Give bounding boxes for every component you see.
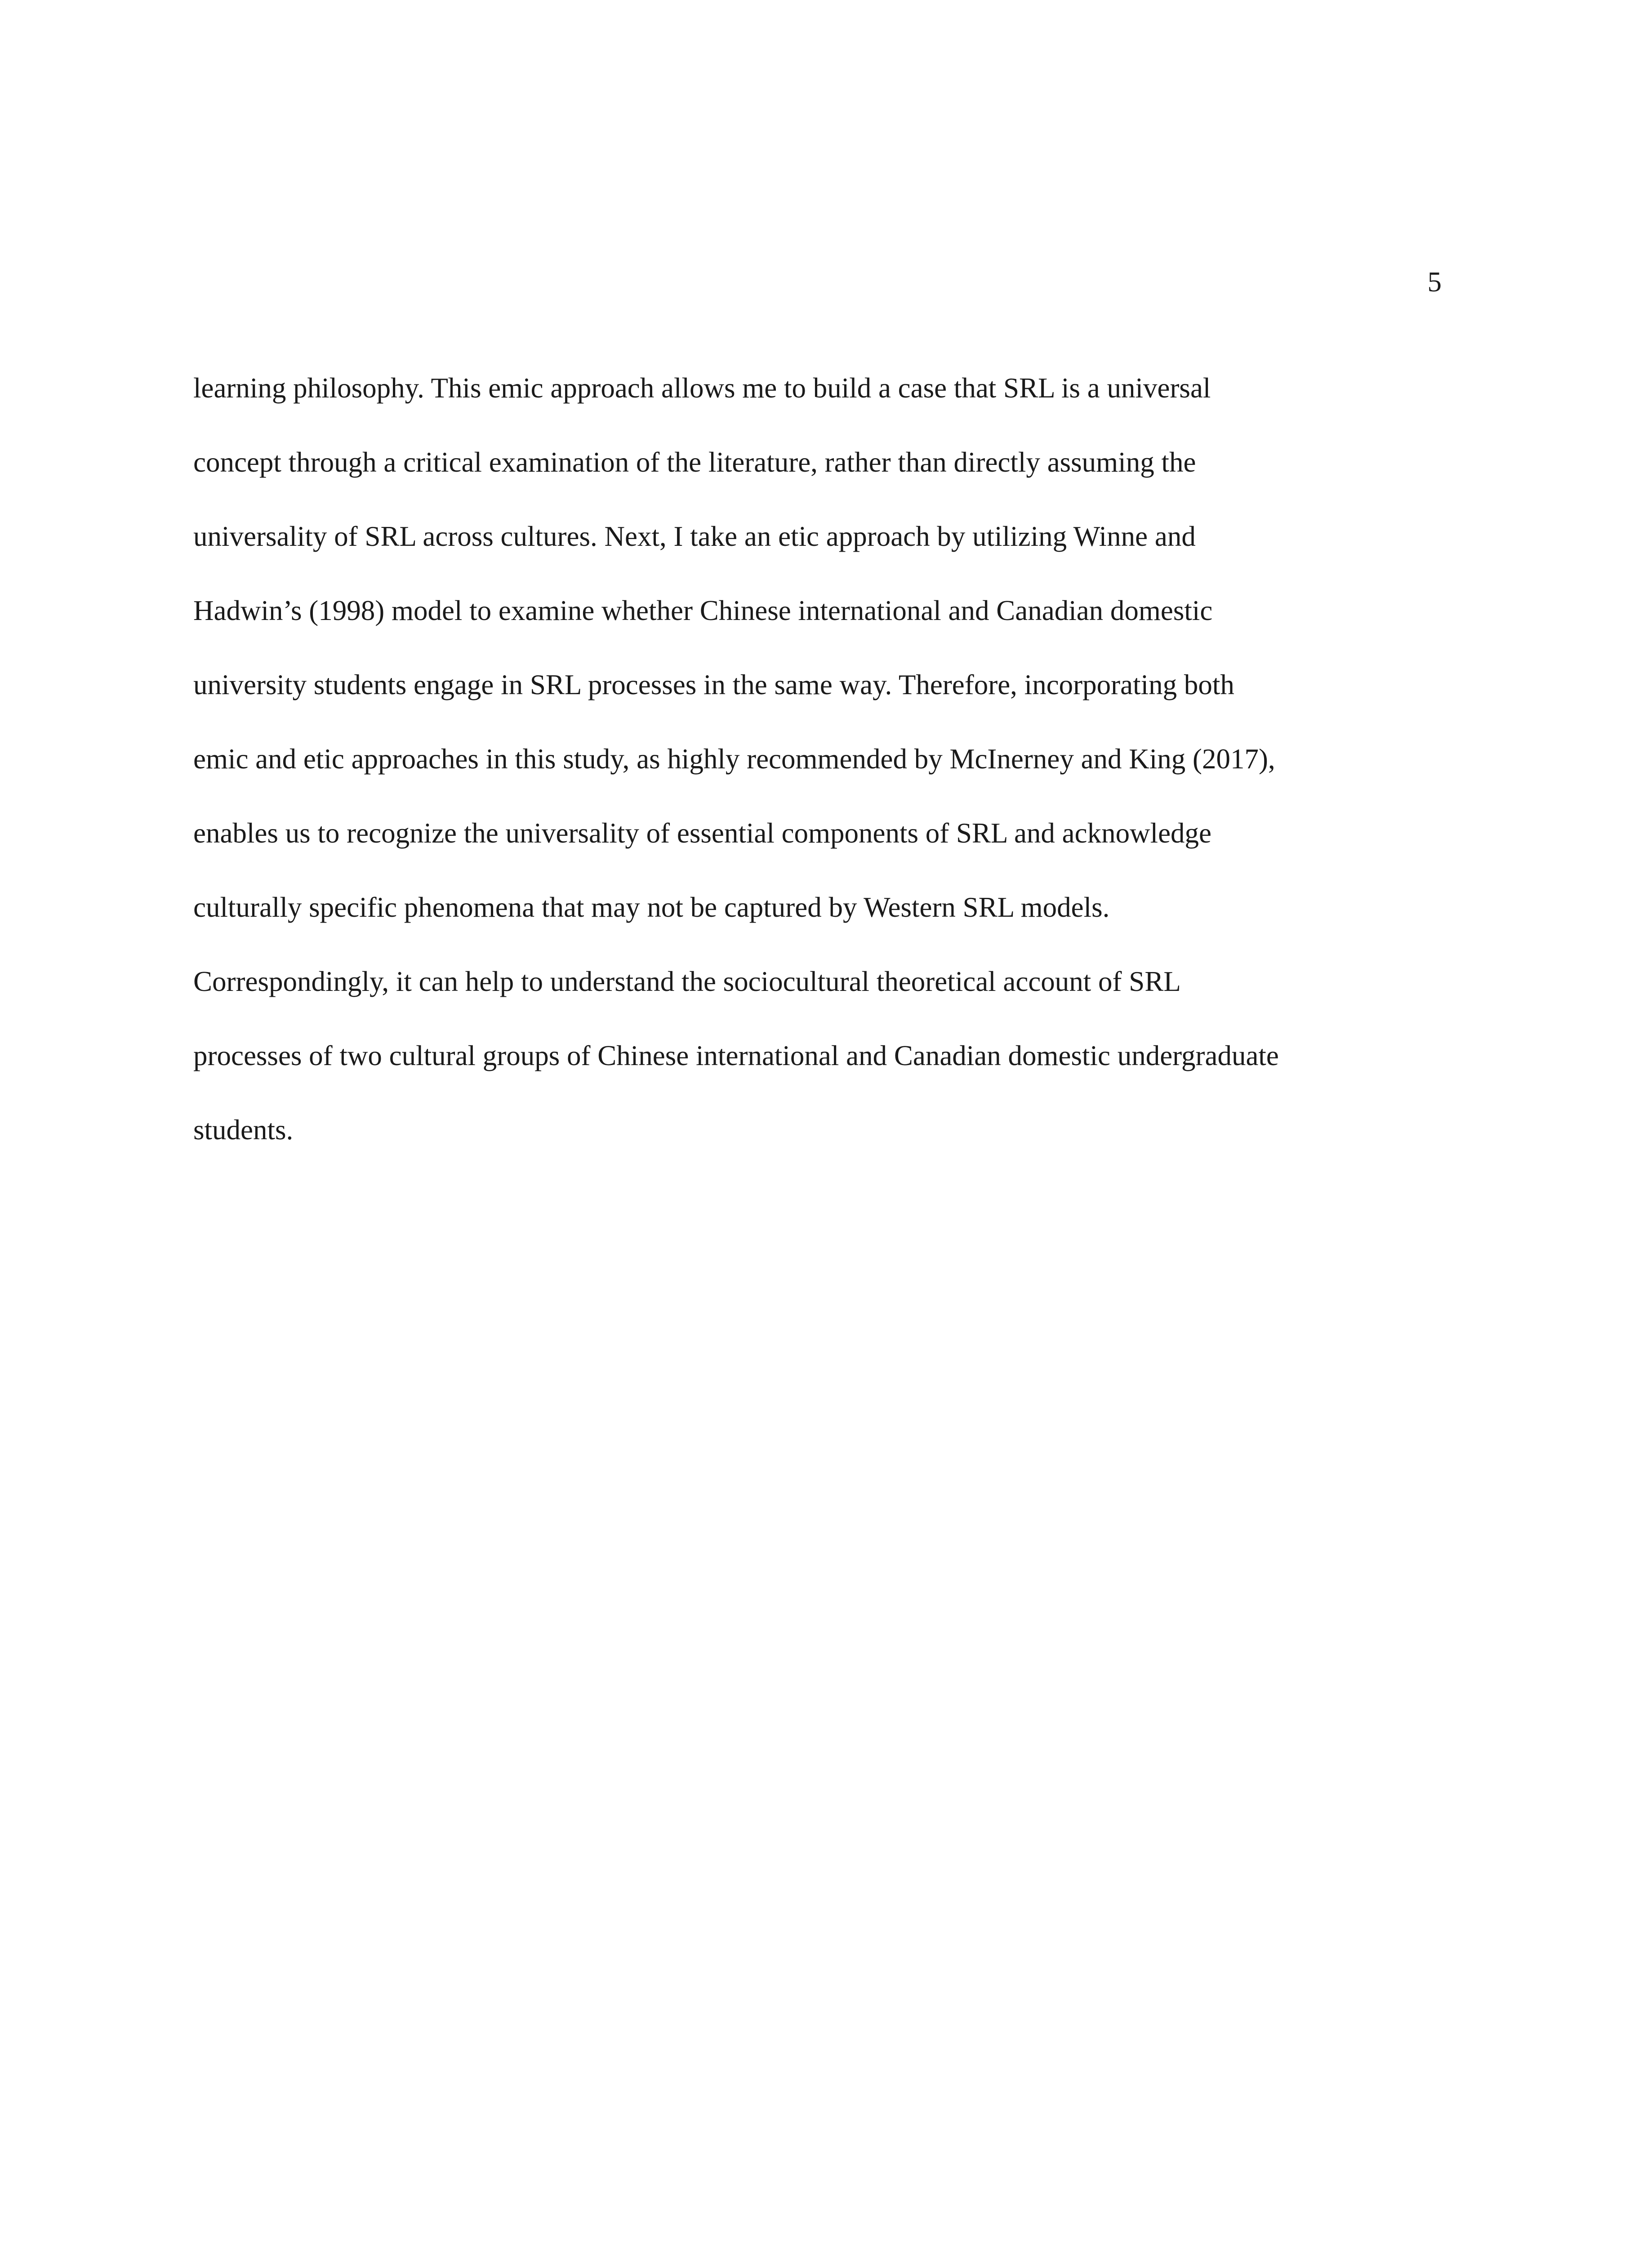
paragraph-line: universality of SRL across cultures. Next, I take an etic approach by utilizing Winne and — [193, 521, 1196, 552]
paragraph-line: students. — [193, 1114, 294, 1146]
paragraph-line: culturally specific phenomena that may not be captured by Western SRL models. — [193, 892, 1110, 923]
paragraph-line: Correspondingly, it can help to understand the sociocultural theoretical account of SRL — [193, 966, 1181, 997]
paragraph-line: Hadwin’s (1998) model to examine whether Chinese international and Canadian domestic — [193, 595, 1213, 626]
paragraph-line: university students engage in SRL processes in the same way. Therefore, incorporating both — [193, 669, 1234, 700]
paragraph-line: concept through a critical examination of the literature, rather than directly assuming the — [193, 446, 1196, 478]
paragraph-line: emic and etic approaches in this study, as highly recommended by McInerney and King (2017), — [193, 743, 1275, 775]
page-number: 5 — [1427, 266, 1442, 298]
paragraph-line: processes of two cultural groups of Chinese international and Canadian domestic undergraduate — [193, 1040, 1279, 1071]
paragraph-line: learning philosophy. This emic approach allows me to build a case that SRL is a universal — [193, 372, 1211, 404]
body-paragraph — [193, 368, 1461, 1184]
paragraph-line: enables us to recognize the universality of essential components of SRL and acknowledge — [193, 817, 1212, 849]
